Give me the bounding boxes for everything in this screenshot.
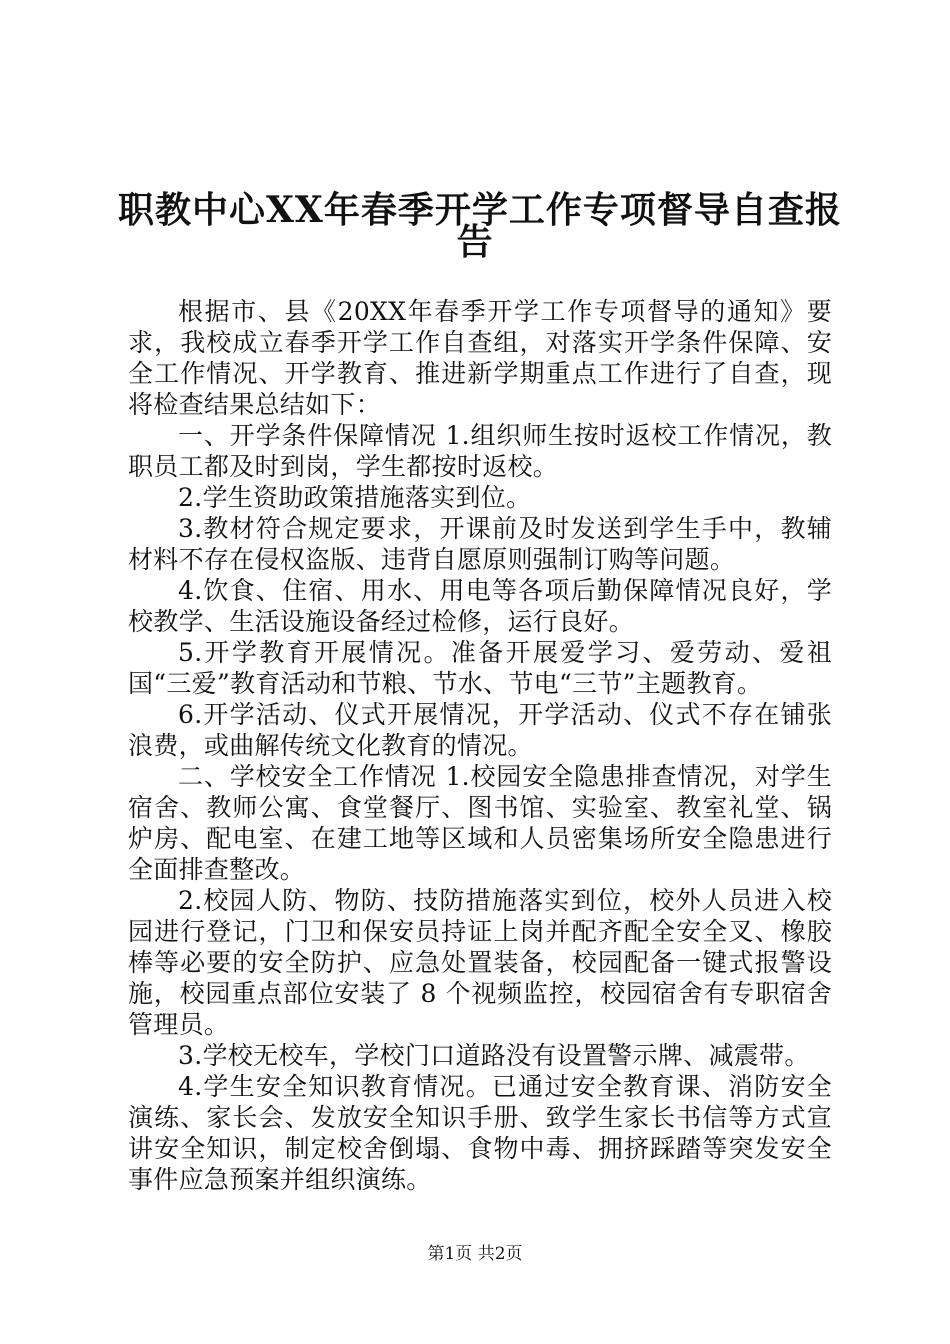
paragraph-section-1-item-4: 4.饮食、住宿、用水、用电等各项后勤保障情况良好，学校教学、生活设施设备经过检修，运行良好。 bbox=[128, 576, 832, 636]
document-title-line-2: 告 bbox=[456, 221, 494, 263]
paragraph-intro: 根据市、县《20XX年春季开学工作专项督导的通知》要求，我校成立春季开学工作自查组，对落实开学条件保障、安全工作情况、开学教育、推进新学期重点工作进行了自查，现将检查结果总结如下： bbox=[128, 297, 832, 419]
paragraph-section-1-item-3: 3.教材符合规定要求，开课前及时发送到学生手中，教辅材料不存在侵权盗版、违背自愿原则强制订购等问题。 bbox=[128, 514, 832, 574]
document-body bbox=[128, 296, 832, 1195]
document-title-line-1: 职教中心XX年春季开学工作专项督导自查报 bbox=[118, 189, 842, 231]
paragraph-section-1-item-6: 6.开学活动、仪式开展情况，开学活动、仪式不存在铺张浪费，或曲解传统文化教育的情况。 bbox=[128, 700, 832, 760]
paragraph-section-2-item-1: 二、学校安全工作情况 1.校园安全隐患排查情况，对学生宿舍、教师公寓、食堂餐厅、图书馆、实验室、教室礼堂、锅炉房、配电室、在建工地等区域和人员密集场所安全隐患进行全面排查整改。 bbox=[128, 762, 832, 884]
page-number-footer: 第1页 共2页 bbox=[427, 1244, 523, 1264]
paragraph-section-1-item-1: 一、开学条件保障情况 1.组织师生按时返校工作情况，教职员工都及时到岗，学生都按时返校。 bbox=[128, 421, 832, 481]
paragraph-section-2-item-2: 2.校园人防、物防、技防措施落实到位，校外人员进入校园进行登记，门卫和保安员持证上岗并配齐配全安全叉、橡胶棒等必要的安全防护、应急处置装备，校园配备一键式报警设施，校园重点部位安装了 8 个视频监控，校园宿舍有专职宿舍管理员。 bbox=[128, 886, 832, 1039]
paragraph-section-1-item-5: 5.开学教育开展情况。准备开展爱学习、爱劳动、爱祖国“三爱”教育活动和节粮、节水、节电“三节”主题教育。 bbox=[128, 638, 832, 698]
paragraph-section-2-item-3: 3.学校无校车，学校门口道路没有设置警示牌、减震带。 bbox=[178, 1041, 810, 1070]
paragraph-section-1-item-2: 2.学生资助政策措施落实到位。 bbox=[178, 483, 532, 512]
paragraph-section-2-item-4: 4.学生安全知识教育情况。已通过安全教育课、消防安全演练、家长会、发放安全知识手册、致学生家长书信等方式宣讲安全知识，制定校舍倒塌、食物中毒、拥挤踩踏等突发安全事件应急预案并组织演练。 bbox=[128, 1072, 832, 1194]
